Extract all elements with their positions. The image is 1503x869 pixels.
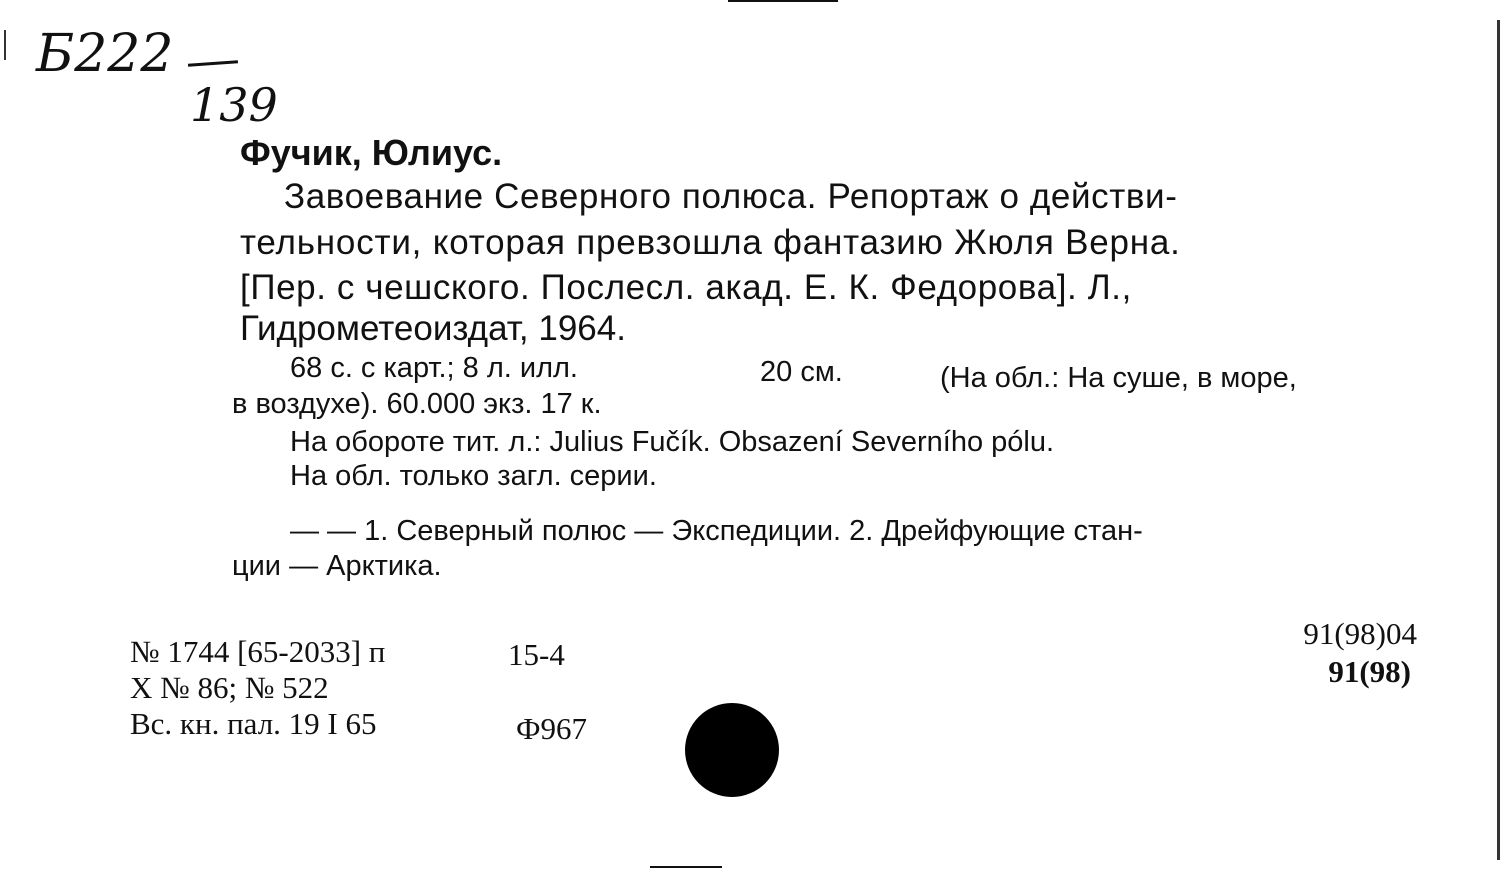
footer-x-line: Х № 86; № 522 [130, 670, 329, 705]
footer-cipher: Ф967 [516, 711, 587, 746]
left-edge-mark [4, 30, 6, 60]
bottom-edge-mark [650, 866, 722, 868]
shelf-mark-top: Б222 [36, 24, 174, 84]
title-line-2: тельности, которая превзошла фантазию Жюля Верна. [240, 223, 1181, 262]
collation-line-2: в воздухе). 60.000 экз. 17 к. [232, 388, 602, 420]
collation-pages: 68 с. с карт.; 8 л. илл. [290, 352, 578, 384]
shelf-mark-bottom: 139 [190, 78, 278, 132]
author-heading: Фучик, Юлиус. [240, 132, 503, 173]
classification-code-1: 91(98)04 [1303, 616, 1417, 651]
title-line-4: Гидрометеоиздат, 1964. [240, 309, 626, 348]
footer-book-chamber: Вс. кн. пал. 19 I 65 [130, 706, 377, 741]
subject-line-2: ции — Арктика. [232, 550, 442, 582]
footer-number-line: № 1744 [65-2033] п [130, 634, 386, 669]
classification-code-2: 91(98) [1328, 654, 1411, 689]
shelf-mark-divider [188, 60, 238, 66]
footer-price-code: 15-4 [508, 637, 565, 672]
punch-hole [685, 703, 779, 797]
note-cover: На обл. только загл. серии. [290, 460, 657, 492]
note-verso: На обороте тит. л.: Julius Fučík. Obsazení Severního pólu. [290, 426, 1055, 458]
collation-size: 20 см. [760, 356, 843, 388]
title-line-1: Завоевание Северного полюса. Репортаж о действи- [284, 177, 1178, 216]
right-edge-line [1497, 20, 1500, 860]
top-edge-mark [728, 0, 838, 2]
title-line-3: [Пер. с чешского. Послесл. акад. Е. К. Федорова]. Л., [240, 268, 1132, 307]
collation-series-note: (На обл.: На суше, в море, [940, 362, 1297, 394]
subject-line-1: — — 1. Северный полюс — Экспедиции. 2. Дрейфующие стан- [290, 515, 1143, 547]
